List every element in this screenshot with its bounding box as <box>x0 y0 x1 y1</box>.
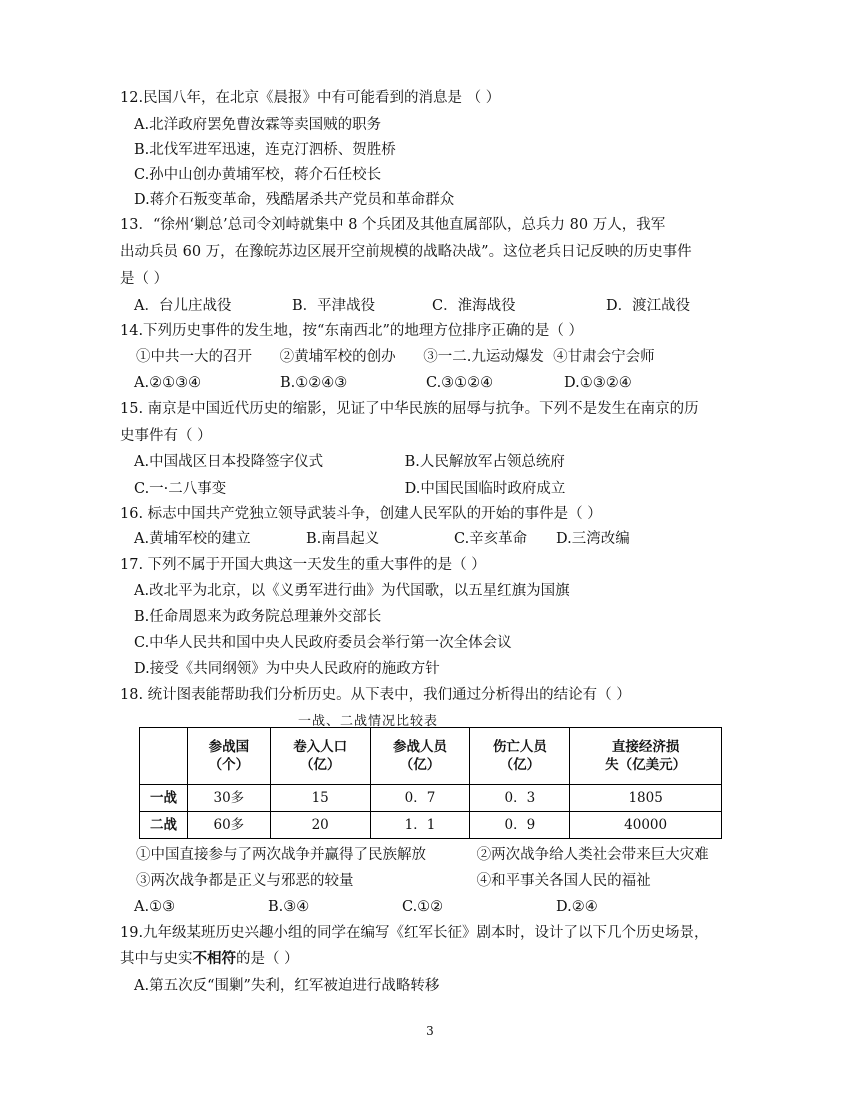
table-row-header: 一战 <box>140 785 188 812</box>
q14-stem: 14.下列历史事件的发生地，按“东南西北”的地理方位排序正确的是（ ） <box>120 323 583 339</box>
q15-stem-line1: 15. 南京是中国近代历史的缩影，见证了中华民族的屈辱与抗争。下列不是发生在南京的历 <box>120 401 699 417</box>
table-header-cell: 参战人员 （亿） <box>370 728 470 785</box>
q12-option-b: B.北伐军进军迅速，连克汀泗桥、贺胜桥 <box>134 142 396 158</box>
q17-option-a: A.改北平为北京，以《义勇军进行曲》为代国歌，以五星红旗为国旗 <box>134 583 570 599</box>
q18-option-a: A.①③ <box>134 899 176 915</box>
page-number: 3 <box>426 1024 434 1038</box>
q15-option-b: B.人民解放军占领总统府 <box>404 454 565 470</box>
table-cell: 0．3 <box>470 785 570 812</box>
q18-item-4: ④和平事关各国人民的福祉 <box>476 873 651 889</box>
q15-option-d: D.中国民国临时政府成立 <box>404 481 566 497</box>
q19-stem-line2: 其中与史实不相符的是（ ） <box>120 950 299 967</box>
q16-options <box>134 530 764 548</box>
q12-option-c: C.孙中山创办黄埔军校，蒋介石任校长 <box>134 167 382 183</box>
q19-option-a: A.第五次反“围剿”失利，红军被迫进行战略转移 <box>134 978 440 994</box>
q18-stem: 18. 统计图表能帮助我们分析历史。从下表中，我们通过分析得出的结论有（ ） <box>120 687 631 703</box>
table-cell: 0．7 <box>370 785 470 812</box>
table-row <box>140 812 722 839</box>
table-cell: 1．1 <box>370 812 470 839</box>
table-header-cell: 直接经济损 失（亿美元） <box>570 728 722 785</box>
q13-options <box>134 297 764 315</box>
q12-stem: 12.民国八年，在北京《晨报》中有可能看到的消息是 （ ） <box>120 90 501 106</box>
q14-items: ①中共一大的召开 ②黄埔军校的创办 ③一二.九运动爆发 ④甘肃会宁会师 <box>136 349 655 365</box>
q14-option-a: A.②①③④ <box>134 375 202 391</box>
q13-stem-line3: 是（ ） <box>120 271 169 287</box>
q17-stem: 17. 下列不属于开国大典这一天发生的重大事件的是（ ） <box>120 557 486 573</box>
q15-option-a: A.中国战区日本投降签字仪式 <box>134 454 324 470</box>
q15-options-row1 <box>134 453 764 471</box>
q17-option-c: C.中华人民共和国中央人民政府委员会举行第一次全体会议 <box>134 635 512 651</box>
q15-option-c: C.一·二八事变 <box>134 481 227 497</box>
table-header-row <box>140 728 722 785</box>
table-cell: 20 <box>270 812 370 839</box>
table-cell: 30多 <box>187 785 270 812</box>
q14-option-c: C.③①②④ <box>426 375 494 391</box>
q16-option-c: C.辛亥革命 <box>454 531 528 547</box>
q13-option-d: D．渡江战役 <box>606 298 691 314</box>
table-header-cell: 参战国 （个） <box>187 728 270 785</box>
table-header-cell <box>140 728 188 785</box>
q18-item-1: ①中国直接参与了两次战争并赢得了民族解放 <box>136 847 426 863</box>
q18-items-row2 <box>136 872 766 890</box>
q15-stem-line2: 史事件有（ ） <box>120 428 212 444</box>
q13-option-a: A．台儿庄战役 <box>134 298 232 314</box>
q13-stem-line2: 出动兵员 60 万，在豫皖苏边区展开空前规模的战略决战”。这位老兵日记反映的历史事件 <box>120 244 692 260</box>
table-row <box>140 785 722 812</box>
q16-stem: 16. 标志中国共产党独立领导武装斗争，创建人民军队的开始的事件是（ ） <box>120 506 602 522</box>
table-caption: 一战、二战情况比较表 <box>298 714 439 729</box>
table-cell: 1805 <box>570 785 722 812</box>
comparison-table <box>139 727 722 839</box>
q14-option-d: D.①③②④ <box>564 375 632 391</box>
q16-option-b: B.南昌起义 <box>306 531 380 547</box>
table-header-cell: 卷入人口 （亿） <box>270 728 370 785</box>
q14-options <box>134 374 764 392</box>
q15-options-row2 <box>134 480 764 498</box>
q14-option-b: B.①②④③ <box>280 375 348 391</box>
q19-stem-line1: 19.九年级某班历史兴趣小组的同学在编写《红军长征》剧本时，设计了以下几个历史场景， <box>120 925 709 941</box>
q18-item-3: ③两次战争都是正义与邪恶的较量 <box>136 873 354 889</box>
q13-option-c: C．淮海战役 <box>432 298 516 314</box>
table-header-cell: 伤亡人员 （亿） <box>470 728 570 785</box>
q13-stem-line1: 13．“徐州‘剿总’总司令刘峙就集中 8 个兵团及其他直属部队，总兵力 80 万人，我军 <box>120 217 666 233</box>
q18-items-row1 <box>136 846 766 864</box>
q17-option-b: B.任命周恩来为政务院总理兼外交部长 <box>134 609 382 625</box>
q18-option-b: B.③④ <box>268 899 310 915</box>
q18-option-d: D.②④ <box>556 899 598 915</box>
q19-emphasis: 不相符 <box>192 950 236 967</box>
table-cell: 0．9 <box>470 812 570 839</box>
q12-option-a: A.北洋政府罢免曹汝霖等卖国贼的职务 <box>134 117 382 133</box>
q16-option-a: A.黄埔军校的建立 <box>134 531 251 547</box>
q18-option-c: C.①② <box>402 899 444 915</box>
q17-option-d: D.接受《共同纲领》为中央人民政府的施政方针 <box>134 661 440 677</box>
q18-options <box>134 898 764 916</box>
table-cell: 60多 <box>187 812 270 839</box>
q16-option-d: D.三湾改编 <box>556 531 630 547</box>
q12-option-d: D.蒋介石叛变革命，残酷屠杀共产党员和革命群众 <box>134 192 455 208</box>
q13-option-b: B．平津战役 <box>292 298 376 314</box>
table-row-header: 二战 <box>140 812 188 839</box>
table-cell: 40000 <box>570 812 722 839</box>
table-cell: 15 <box>270 785 370 812</box>
q18-item-2: ②两次战争给人类社会带来巨大灾难 <box>476 847 709 863</box>
